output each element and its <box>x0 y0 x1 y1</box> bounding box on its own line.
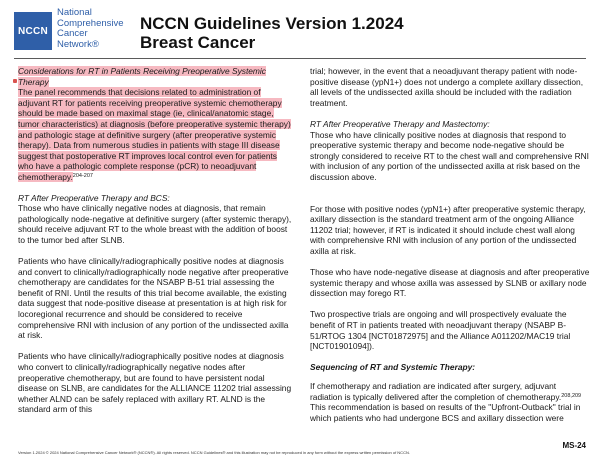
nccn-logo: NCCN <box>14 12 52 50</box>
organization-name <box>57 8 137 50</box>
right-column <box>310 66 590 434</box>
left-column <box>18 66 294 426</box>
highlighted-section <box>18 66 294 183</box>
reference-superscript: 208,209 <box>561 392 582 399</box>
annotation-marker-icon[interactable] <box>13 79 17 83</box>
org-name-line: Network® <box>57 38 99 50</box>
org-name-line: National <box>57 7 92 18</box>
paragraph-text: This recommendation is based on results of the "Upfront-Outback" trial in which patients who had undergone BCS and axillary dissection were <box>310 402 581 423</box>
section-heading-rt-preoperative: Considerations for RT in Patients Receiving Preoperative Systemic Therapy <box>18 66 266 87</box>
paragraph <box>310 381 590 423</box>
section-heading-mastectomy: RT After Preoperative Therapy and Mastectomy: <box>310 118 490 129</box>
header-divider <box>14 58 586 59</box>
paragraph-text: If chemotherapy and radiation are indicated after surgery, adjuvant radiation is typically delivered after the completion of chemotherapy. <box>310 381 562 402</box>
guideline-title: NCCN Guidelines Version 1.2024 <box>140 14 404 33</box>
org-name-line: Cancer <box>57 28 88 39</box>
document-header <box>0 0 600 58</box>
section-heading-sequencing: Sequencing of RT and Systemic Therapy: <box>310 362 476 373</box>
guideline-subtitle: Breast Cancer <box>140 33 256 52</box>
reference-superscript: 204-207 <box>72 172 93 179</box>
paragraph: Those who have clinically negative nodes at diagnosis, that remain pathologically node-negative at definitive surgery (after systemic therapy), should receive adjuvant RT to the whole breast with the addition of boost to the tumor bed after SLNB. <box>18 203 292 245</box>
paragraph: Two prospective trials are ongoing and will prospectively evaluate the benefit of RT in patients treated with neoadjuvant therapy (NSABP B-51/RTOG 1304 [NCT01872975] and the Alliance A011202/MAC19 trial [NCT01901094]). <box>310 309 571 352</box>
paragraph: trial; however, in the event that a neoadjuvant therapy patient with node-positive disease (ypN1+) does not undergo a complete axillary dissection, all levels of the undissected axilla should be included with the radiation treatment. <box>310 66 584 108</box>
highlighted-paragraph: The panel recommends that decisions related to administration of adjuvant RT for patients receiving preoperative systemic chemotherapy should be made based on maximal stage (ie, clinical/anatomic stage, tumor characteristics) at diagnosis (before preoperative systemic therapy) and pathologic stage at definitive surgery (after preoperative systemic therapy). Data from numerous studies in patients with stage III disease suggest that postoperative RT improves local control even for patients who have a pathologic complete response (pCR) to neoadjuvant chemotherapy. <box>18 87 291 182</box>
paragraph: Patients who have clinically/radiographically positive nodes at diagnosis who convert to clinically/radiographically negative nodes after preoperative chemotherapy, but are found to have persistent nodal disease on SLNB, are candidates for the ALLIANCE 11202 trial assessing whether ALND can be safely replaced with axillary RT. ALND is the standard arm of this <box>18 351 292 415</box>
copyright-footer: Version 1.2024 © 2024 National Comprehensive Cancer Network® (NCCN®). All rights reserved. NCCN Guidelines® and this illustration may not be reproduced in any form without the express written permission of NCCN. <box>18 450 410 455</box>
paragraph: Those who have node-negative disease at diagnosis and after preoperative systemic therapy and whose axilla was assessed by SLNB or axillary node dissection may forego RT. <box>310 267 590 299</box>
paragraph: Those who have clinically positive nodes at diagnosis that respond to preoperative systemic therapy and become node-negative should be strongly considered to receive RT to the chest wall and comprehensive RNI with inclusion of any portion of the undissected axilla at risk based on the discussion above. <box>310 129 589 182</box>
org-name-line: Comprehensive <box>57 17 124 29</box>
paragraph: For those with positive nodes (ypN1+) after preoperative systemic therapy, axillary dissection is the standard treatment arm of the ongoing Alliance 11202 trial; however, if RT is indicated it should include chest wall along with comprehensive RNI with inclusion of any portion of the undissected axilla at risk. <box>310 203 586 256</box>
section-heading-bcs: RT After Preoperative Therapy and BCS: <box>18 192 170 203</box>
paragraph: Patients who have clinically/radiographically positive nodes at diagnosis and convert to clinically/radiographically node negative after preoperative chemotherapy are candidates for the NSABP B-51 trial assessing the benefit of RNI. Until the results of this trial become available, the existing data suggest that node-positive disease at presentation is at high risk for locoregional recurrence and should be considered to receive comprehensive RNI with inclusion of any portion of the undissected axilla at risk. <box>18 256 289 341</box>
page-number: MS-24 <box>562 441 586 450</box>
